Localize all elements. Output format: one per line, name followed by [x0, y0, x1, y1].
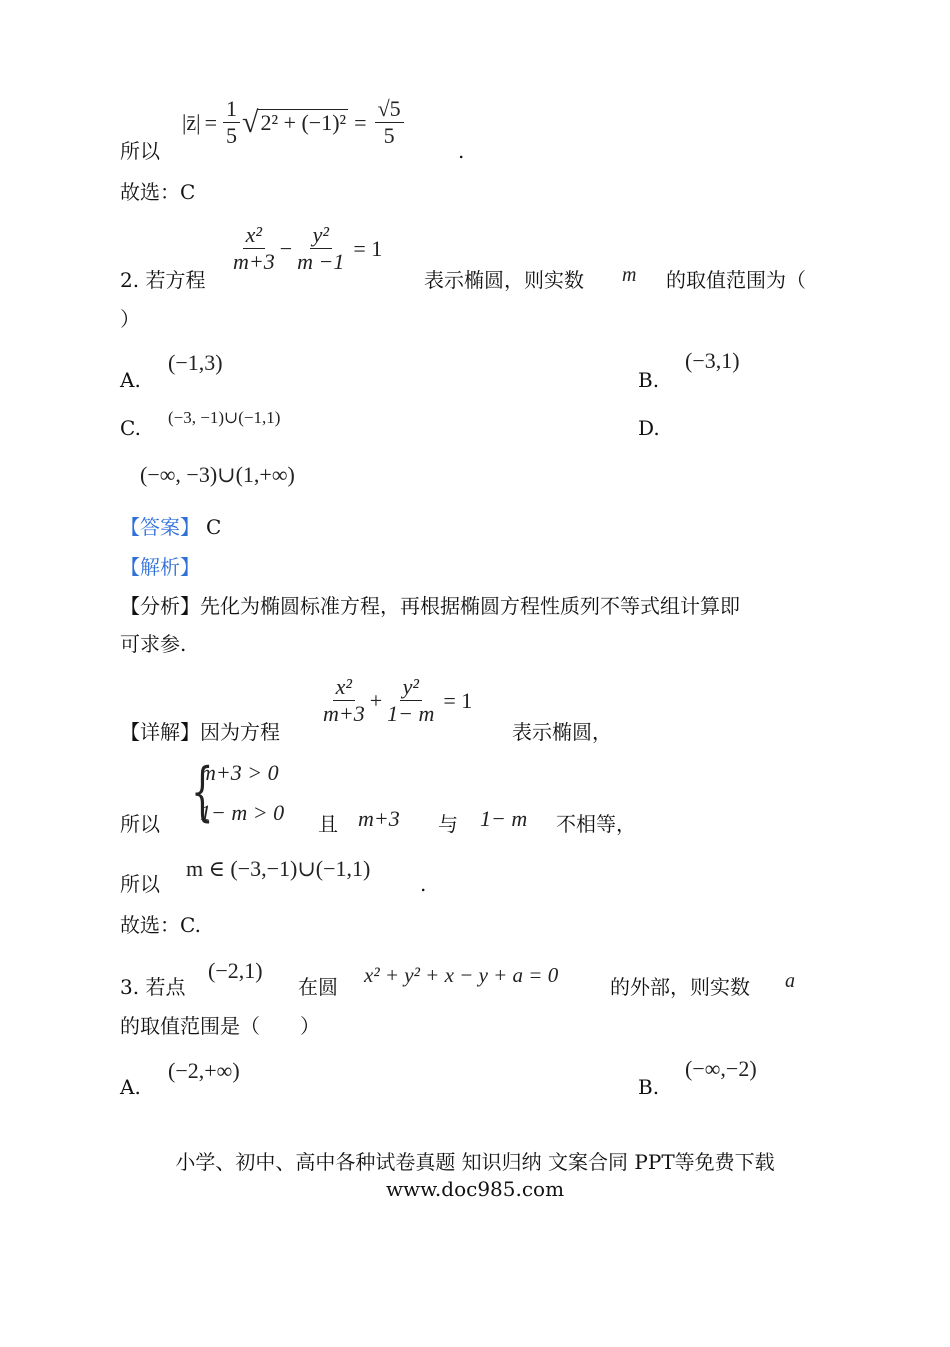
q3-var-a: a — [785, 970, 795, 992]
q2-frac2-den: m −1 — [297, 249, 345, 274]
result-set: m ∈ (−3,−1)∪(−1,1) — [186, 856, 371, 881]
q2-option-b-value: (−3,1) — [685, 348, 740, 373]
fenxi-line-2: 可求参. — [120, 632, 187, 656]
fraction-result — [375, 96, 404, 149]
detail-frac1-num: x² — [333, 674, 355, 701]
detail-plus: + — [369, 687, 383, 713]
formula-eq: = — [204, 109, 217, 135]
q2-option-c-value: (−3, −1)∪(−1,1) — [168, 408, 281, 427]
q3-option-a-value: (−2,+∞) — [168, 1058, 240, 1083]
result-period: . — [420, 872, 427, 896]
detail-frac1-den: m+3 — [323, 701, 365, 726]
q2-option-b-label: B. — [638, 368, 660, 392]
so-label-3: 所以 — [120, 872, 160, 896]
q3-stem-line-2: 的取值范围是（ ） — [120, 1014, 320, 1038]
and-word: 且 — [318, 812, 338, 836]
detail-prefix: 【详解】因为方程 — [120, 720, 280, 744]
detail-suffix: 表示椭圆， — [512, 720, 612, 744]
detail-frac1 — [320, 674, 368, 727]
q2-option-a-value: (−1,3) — [168, 350, 223, 375]
result-den: 5 — [383, 123, 395, 148]
q2-frac1 — [230, 222, 278, 275]
fenxi-line-1: 【分析】先化为椭圆标准方程，再根据椭圆方程性质列不等式组计算即 — [120, 594, 740, 618]
q2-option-a-label: A. — [120, 368, 141, 392]
detail-equation — [318, 674, 472, 727]
expr-m-plus-3: m+3 — [358, 806, 400, 831]
q3-option-b-label: B. — [638, 1075, 660, 1099]
detail-frac2-den: 1− m — [387, 701, 435, 726]
formula-eq2: = — [354, 109, 367, 135]
q2-option-d-label: D. — [638, 416, 660, 440]
radicand: 2² + (−1)² — [260, 110, 347, 135]
q2-stem-start: 2. 若方程 — [120, 268, 206, 292]
system-brace: { — [191, 755, 214, 829]
q2-option-c-label: C. — [120, 416, 141, 440]
period: . — [458, 139, 465, 163]
answer-label: 【答案】 — [120, 515, 200, 539]
q2-frac1-num: x² — [243, 222, 265, 249]
radical-sign: √ — [242, 105, 259, 139]
q2-stem-mid: 表示椭圆，则实数 — [424, 268, 584, 292]
so-label-2: 所以 — [120, 812, 160, 836]
q2-equation — [228, 222, 382, 275]
expr-1-minus-m: 1− m — [480, 806, 528, 831]
q3-in-circle: 在圆 — [298, 975, 338, 999]
formula-lhs: |z̄| — [182, 109, 201, 135]
q2-var-m: m — [622, 264, 637, 286]
so-label: 所以 — [120, 139, 160, 163]
detail-frac2 — [384, 674, 437, 727]
analysis-label: 【解析】 — [120, 555, 200, 579]
choose-line-1: 故选：C — [120, 180, 196, 204]
frac-num: 1 — [223, 96, 240, 123]
q2-stem-close: ） — [120, 307, 140, 331]
footer-line-1: 小学、初中、高中各种试卷真题 知识归纳 文案合同 PPT等免费下载 — [175, 1150, 775, 1174]
q2-frac2-num: y² — [310, 222, 332, 249]
q2-rhs: = 1 — [353, 235, 383, 261]
q3-point: (−2,1) — [208, 958, 263, 983]
q2-minus: − — [279, 235, 293, 261]
q3-circle-equation: x² + y² + x − y + a = 0 — [364, 963, 559, 987]
q3-option-a-label: A. — [120, 1075, 141, 1099]
fraction-one-fifth — [223, 96, 240, 149]
answer-value: C — [206, 515, 222, 539]
q2-frac1-den: m+3 — [233, 249, 275, 274]
q2-option-d-value: (−∞, −3)∪(1,+∞) — [140, 462, 295, 487]
q3-stem-end: 的外部，则实数 — [610, 975, 750, 999]
q2-frac2 — [294, 222, 347, 275]
modulus-formula — [182, 96, 406, 149]
choose-line-2: 故选：C. — [120, 913, 201, 937]
frac-den: 5 — [226, 123, 237, 148]
q2-stem-end: 的取值范围为（ — [666, 268, 806, 292]
not-equal-text: 不相等， — [556, 812, 636, 836]
detail-frac2-num: y² — [400, 674, 422, 701]
system-line-1: m+3 > 0 — [200, 760, 279, 785]
q3-option-b-value: (−∞,−2) — [685, 1056, 757, 1081]
system-line-2: 1− m > 0 — [200, 800, 285, 825]
footer-link[interactable]: www.doc985.com — [385, 1177, 565, 1201]
with-word: 与 — [438, 812, 458, 836]
detail-rhs: = 1 — [443, 687, 473, 713]
result-num: √5 — [375, 96, 404, 123]
q3-stem-start: 3. 若点 — [120, 975, 186, 999]
